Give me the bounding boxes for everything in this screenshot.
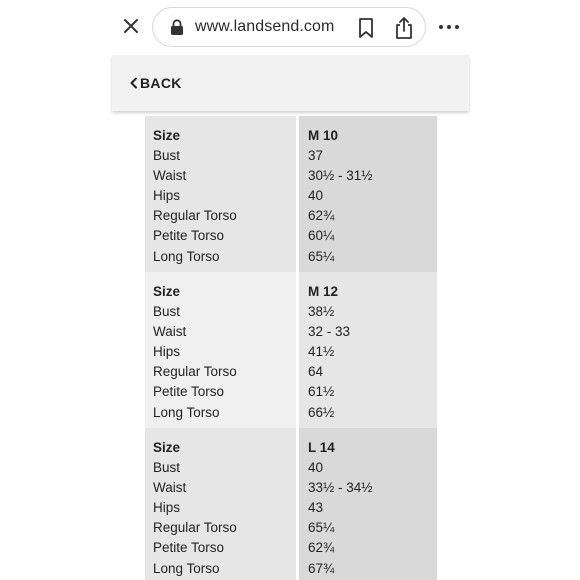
label-waist: Waist — [153, 480, 187, 496]
label-petite-torso: Petite Torso — [153, 540, 225, 556]
petite-torso-value: 62¾ — [308, 540, 335, 556]
lock-icon — [170, 19, 184, 36]
label-column — [145, 428, 296, 580]
back-bar — [112, 55, 469, 111]
hips-value: 41½ — [308, 344, 335, 360]
address-bar[interactable] — [152, 7, 426, 47]
size-value: L 14 — [308, 440, 335, 455]
label-hips: Hips — [153, 500, 181, 516]
label-petite-torso: Petite Torso — [153, 384, 225, 400]
size-value: M 10 — [308, 128, 339, 143]
regular-torso-value: 65¼ — [308, 520, 335, 536]
label-bust: Bust — [153, 304, 181, 320]
label-bust: Bust — [153, 460, 181, 476]
label-regular-torso: Regular Torso — [153, 208, 237, 224]
share-button[interactable] — [393, 16, 415, 40]
regular-torso-value: 62¾ — [308, 208, 335, 224]
waist-value: 33½ - 34½ — [308, 480, 373, 496]
more-options-button[interactable] — [437, 17, 461, 37]
close-button[interactable] — [119, 14, 143, 38]
waist-value: 32 - 33 — [308, 324, 351, 340]
size-block-m10 — [145, 116, 437, 272]
url-text: www.landsend.com — [195, 18, 335, 35]
label-petite-torso: Petite Torso — [153, 228, 225, 244]
bust-value: 38½ — [308, 304, 335, 320]
size-value: M 12 — [308, 284, 339, 299]
label-size: Size — [153, 128, 181, 143]
back-label: BACK — [140, 75, 182, 91]
back-button[interactable] — [129, 74, 182, 92]
regular-torso-value: 64 — [308, 364, 324, 380]
label-waist: Waist — [153, 168, 187, 184]
label-hips: Hips — [153, 344, 181, 360]
label-long-torso: Long Torso — [153, 404, 220, 420]
bookmark-icon — [357, 17, 375, 39]
chevron-left-icon — [129, 77, 138, 89]
hips-value: 43 — [308, 500, 324, 516]
label-column — [145, 272, 296, 428]
label-regular-torso: Regular Torso — [153, 364, 237, 380]
label-column — [145, 116, 296, 272]
long-torso-value: 67¾ — [308, 560, 335, 576]
hips-value: 40 — [308, 188, 324, 204]
bust-value: 40 — [308, 460, 324, 476]
long-torso-value: 65¼ — [308, 248, 335, 264]
label-hips: Hips — [153, 188, 181, 204]
petite-torso-value: 60¼ — [308, 228, 335, 244]
browser-toolbar — [0, 0, 580, 55]
share-icon — [393, 16, 415, 40]
waist-value: 30½ - 31½ — [308, 168, 373, 184]
bust-value: 37 — [308, 148, 324, 164]
petite-torso-value: 61½ — [308, 384, 335, 400]
more-icon — [437, 17, 461, 37]
label-size: Size — [153, 440, 181, 455]
bookmark-button[interactable] — [357, 17, 375, 39]
close-icon — [119, 14, 143, 38]
label-bust: Bust — [153, 148, 181, 164]
label-size: Size — [153, 284, 181, 299]
value-column — [299, 272, 437, 428]
label-long-torso: Long Torso — [153, 248, 220, 264]
value-column — [299, 116, 437, 272]
value-column — [299, 428, 437, 580]
size-block-m12 — [145, 272, 437, 428]
label-long-torso: Long Torso — [153, 560, 220, 576]
label-regular-torso: Regular Torso — [153, 520, 237, 536]
label-waist: Waist — [153, 324, 187, 340]
long-torso-value: 66½ — [308, 404, 335, 420]
size-chart-table — [145, 116, 437, 580]
size-block-l14 — [145, 428, 437, 580]
